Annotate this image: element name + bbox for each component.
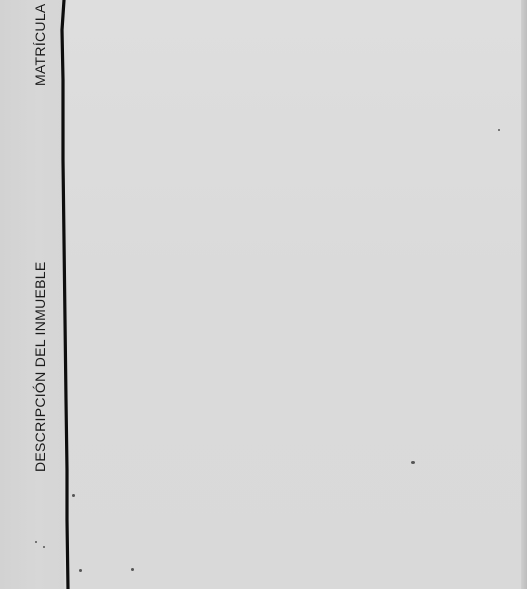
descripcion-label: DESCRIPCIÓN DEL INMUEBLE <box>32 261 48 472</box>
scan-speck <box>72 494 75 497</box>
scan-speck <box>79 569 82 572</box>
scan-speck <box>498 129 500 131</box>
scan-speck <box>43 546 45 548</box>
matricula-label: MATRÍCULA <box>32 3 48 86</box>
scan-speck <box>411 461 415 464</box>
scan-speck <box>131 568 134 571</box>
scan-speck <box>35 541 37 543</box>
